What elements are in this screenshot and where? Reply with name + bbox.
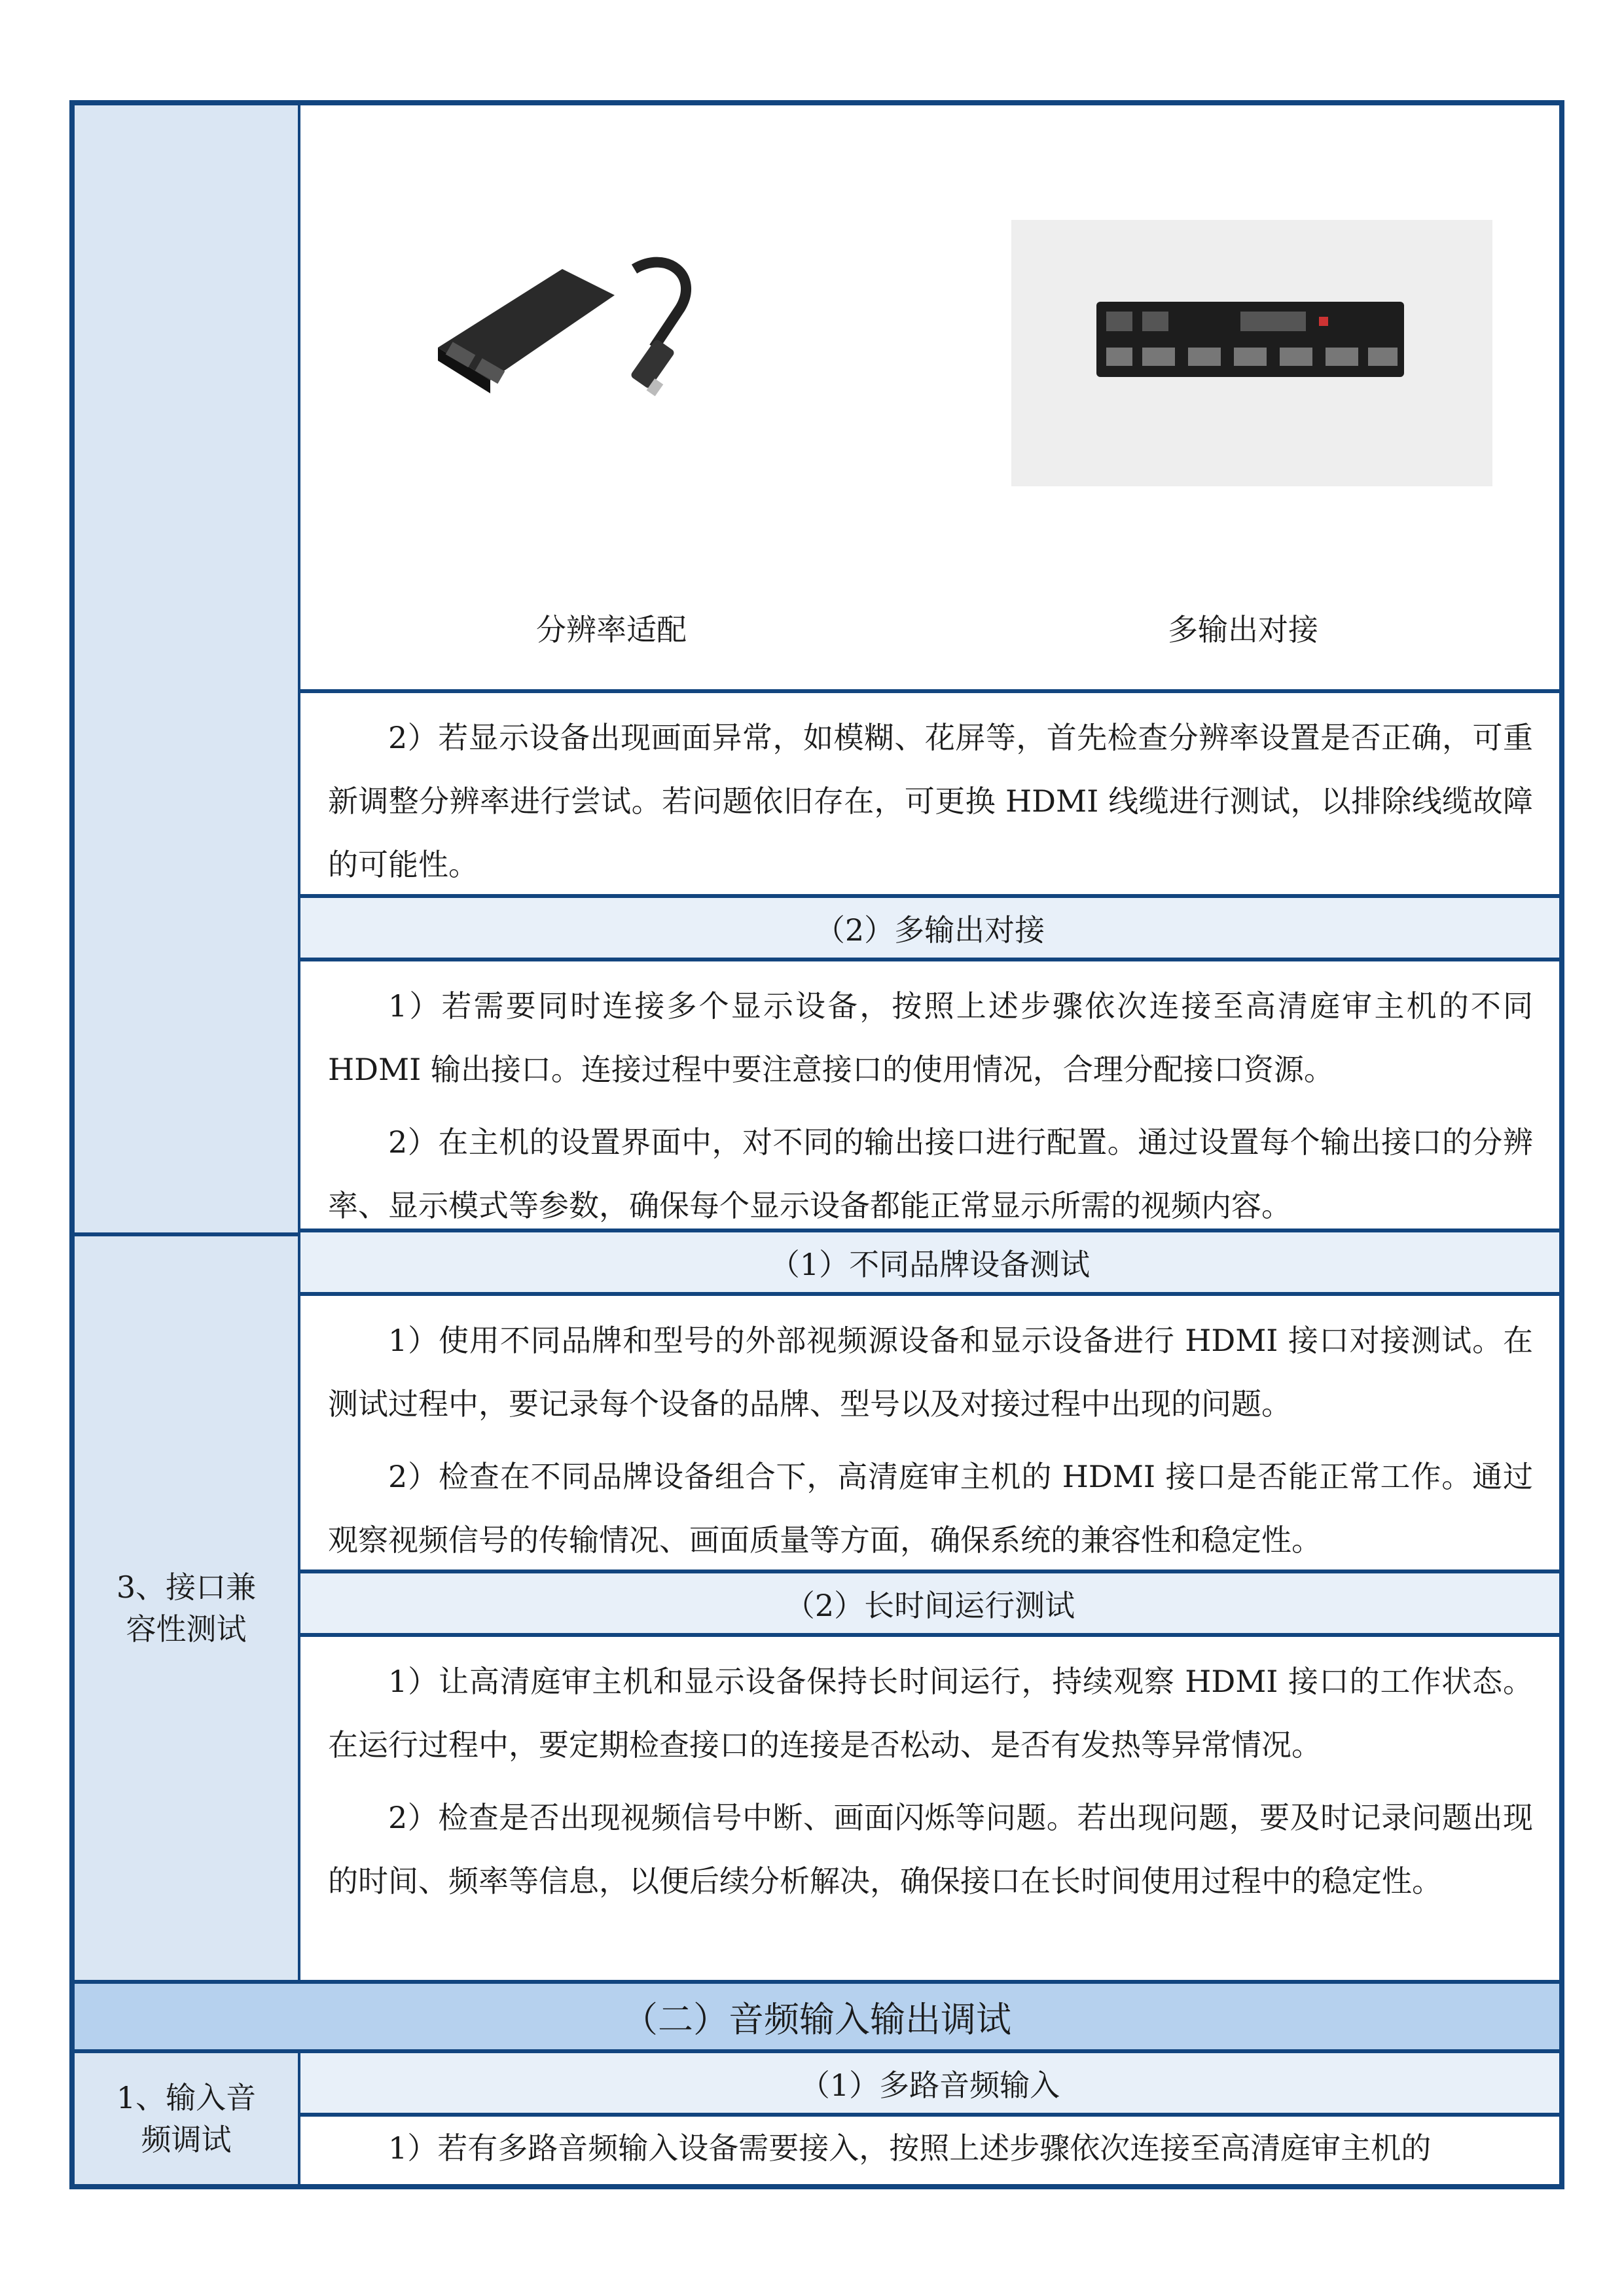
section-label-text: 1、输入音频调试 (116, 2080, 257, 2157)
subheading: （2）长时间运行测试 (300, 1573, 1559, 1637)
multi-output-device-image (1011, 220, 1492, 486)
subheading: （2）多输出对接 (300, 898, 1559, 961)
text-block (300, 2117, 1559, 2184)
section-header: （二）音频输入输出调试 (75, 1980, 1559, 2053)
paragraph: 2）若显示设备出现画面异常，如模糊、花屏等，首先检查分辨率设置是否正确，可重新调整分辨率进行尝试。若问题依旧存在，可更换 HDMI 线缆进行测试，以排除线缆故障的可能性。 (328, 720, 1533, 882)
text-block (300, 693, 1559, 898)
subheading: （1）不同品牌设备测试 (300, 1232, 1559, 1296)
text-block (300, 1296, 1559, 1573)
paragraph: 2）检查是否出现视频信号中断、画面闪烁等问题。若出现问题，要及时记录问题出现的时间、频率等信息，以便后续分析解决，确保接口在长时间使用过程中的稳定性。 (328, 1800, 1533, 1899)
section-label (75, 2053, 300, 2184)
image-row (300, 105, 1559, 693)
image-caption: 分辨率适配 (536, 612, 687, 647)
paragraph: 2）检查在不同品牌设备组合下，高清庭审主机的 HDMI 接口是否能正常工作。通过观察视频信号的传输情况、画面质量等方面，确保系统的兼容性和稳定性。 (328, 1459, 1533, 1558)
paragraph: 1）若需要同时连接多个显示设备，按照上述步骤依次连接至高清庭审主机的不同 HDMI 输出接口。连接过程中要注意接口的使用情况，合理分配接口资源。 (328, 988, 1533, 1087)
left-column-continued (75, 105, 300, 1232)
text-block (300, 961, 1559, 1232)
paragraph: 1）使用不同品牌和型号的外部视频源设备和显示设备进行 HDMI 接口对接测试。在测试过程中，要记录每个设备的品牌、型号以及对接过程中出现的问题。 (328, 1323, 1533, 1422)
subheading: （1）多路音频输入 (300, 2053, 1559, 2117)
document-table (69, 100, 1564, 2189)
paragraph: 1）让高清庭审主机和显示设备保持长时间运行，持续观察 HDMI 接口的工作状态。在运行过程中，要定期检查接口的连接是否松动、是否有发热等异常情况。 (328, 1664, 1533, 1763)
paragraph: 1）若有多路音频输入设备需要接入，按照上述步骤依次连接至高清庭审主机的 (388, 2130, 1432, 2166)
paragraph: 2）在主机的设置界面中，对不同的输出接口进行配置。通过设置每个输出接口的分辨率、显示模式等参数，确保每个显示设备都能正常显示所需的视频内容。 (328, 1124, 1533, 1223)
section-label-text: 3、接口兼容性测试 (116, 1570, 257, 1647)
section-label (75, 1232, 300, 1980)
image-caption: 多输出对接 (1168, 612, 1318, 647)
hdmi-adapter-image (418, 223, 713, 420)
text-block (300, 1637, 1559, 1980)
